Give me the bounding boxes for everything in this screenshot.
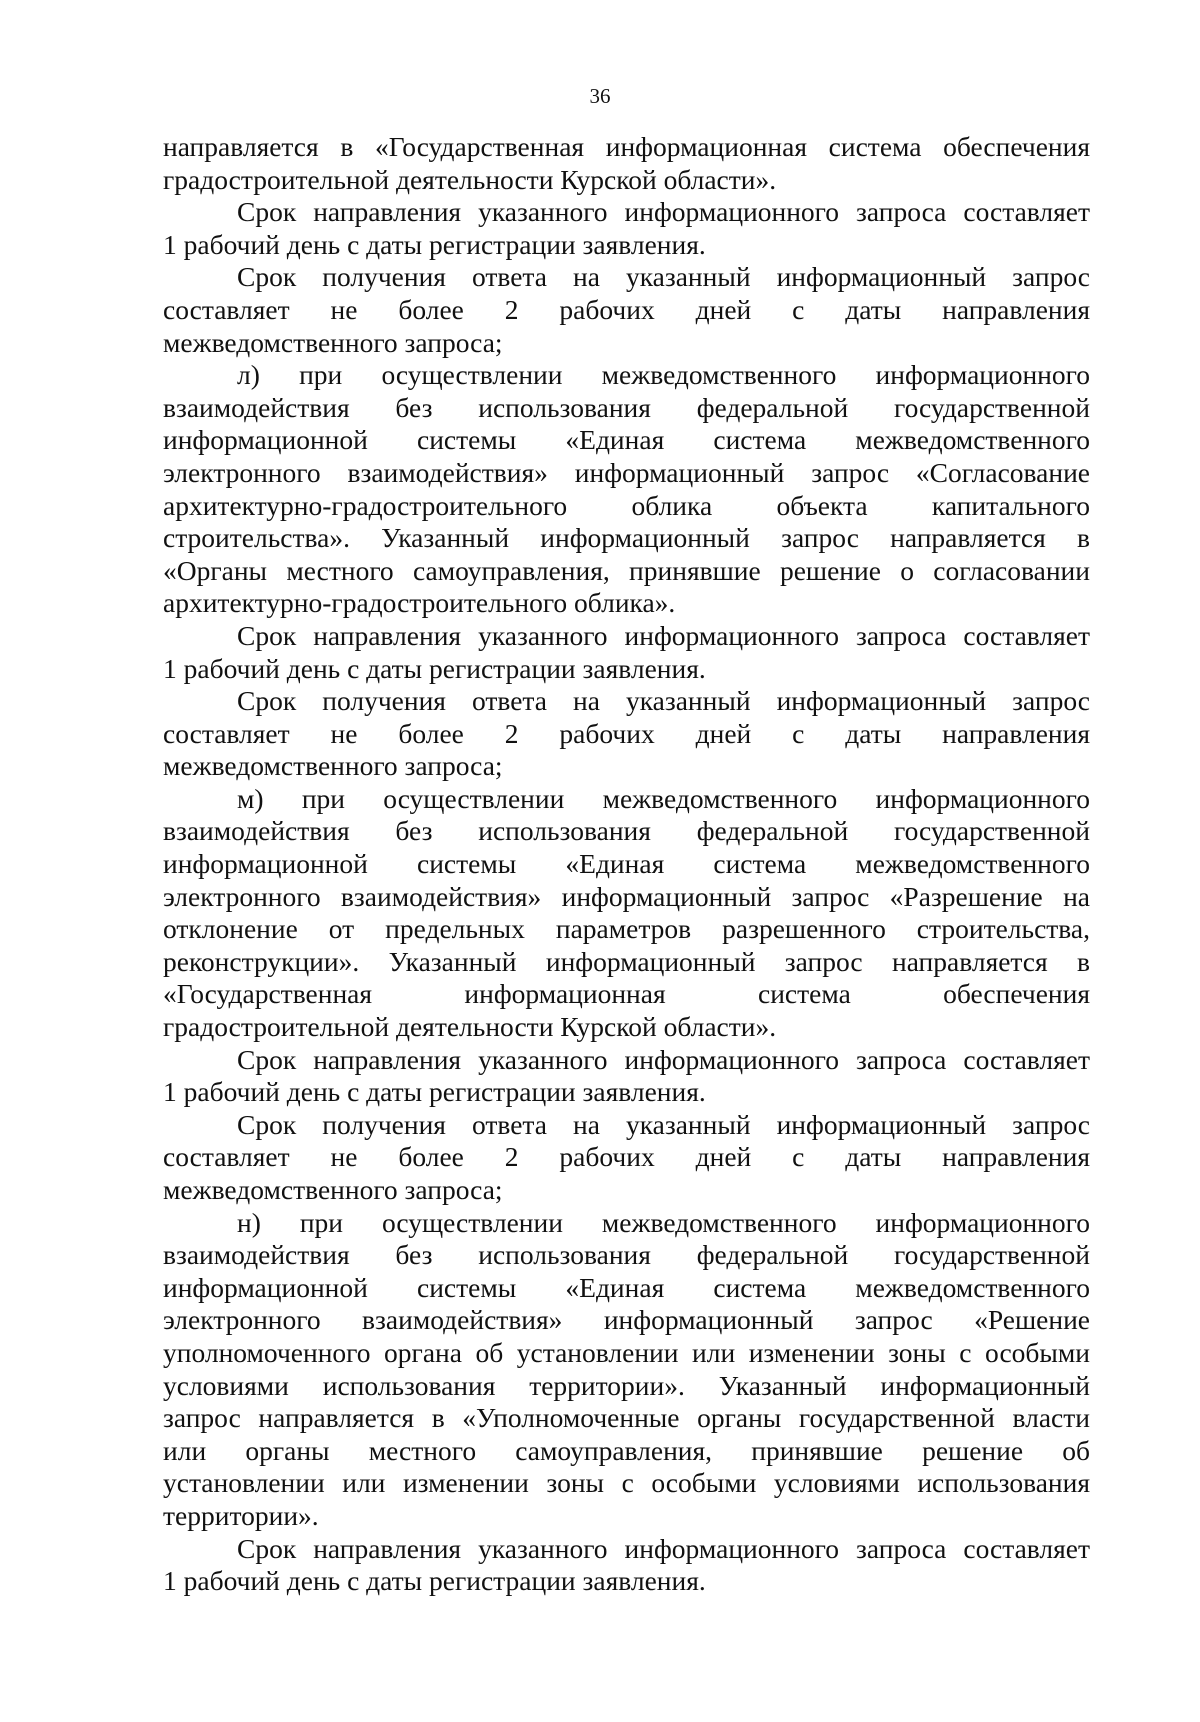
text-line: Срок направления указанного информационного запроса составляет	[237, 619, 1090, 651]
text-line: электронного взаимодействия» информационный запрос «Решение	[163, 1304, 1090, 1336]
text-line: архитектурно-градостроительного облика объекта капитального	[163, 489, 1090, 521]
text-line: электронного взаимодействия» информационный запрос «Согласование	[163, 456, 1090, 488]
text-line: составляет не более 2 рабочих дней с даты направления	[163, 1141, 1090, 1173]
text-line: межведомственного запроса;	[163, 1174, 503, 1205]
text-line: реконструкции». Указанный информационный запрос направляется в	[163, 945, 1090, 977]
text-line: информационной системы «Единая система межведомственного	[163, 424, 1090, 456]
page-number: 36	[589, 84, 611, 108]
document-body	[163, 131, 1090, 1598]
text-line: «Органы местного самоуправления, принявшие решение о согласовании	[163, 554, 1090, 586]
text-line: условиями использования территории». Указанный информационный	[163, 1369, 1090, 1401]
text-line: уполномоченного органа об установлении или изменении зоны с особыми	[163, 1336, 1090, 1368]
text-line: направляется в «Государственная информационная система обеспечения	[163, 131, 1090, 162]
text-line: «Государственная информационная система обеспечения	[163, 978, 1090, 1010]
text-line: градостроительной деятельности Курской области».	[163, 163, 777, 195]
text-line: установлении или изменении зоны с особыми условиями использования	[163, 1467, 1090, 1499]
text-line: м) при осуществлении межведомственного информационного	[237, 782, 1090, 814]
text-line: информационной системы «Единая система межведомственного	[163, 1271, 1090, 1303]
text-line: Срок получения ответа на указанный информационный запрос	[237, 1108, 1090, 1140]
text-line: 1 рабочий день с даты регистрации заявления.	[163, 1565, 706, 1597]
text-line: составляет не более 2 рабочих дней с даты направления	[163, 293, 1090, 325]
text-line: электронного взаимодействия» информационный запрос «Разрешение на	[163, 880, 1090, 912]
text-line: 1 рабочий день с даты регистрации заявления.	[163, 228, 706, 260]
text-line: Срок направления указанного информационного запроса составляет	[237, 1532, 1090, 1564]
text-line: взаимодействия без использования федеральной государственной	[163, 1239, 1090, 1271]
text-line: отклонение от предельных параметров разрешенного строительства,	[163, 913, 1090, 945]
text-line: составляет не более 2 рабочих дней с даты направления	[163, 717, 1090, 749]
text-line: информационной системы «Единая система межведомственного	[163, 848, 1090, 880]
text-line: Срок направления указанного информационного запроса составляет	[237, 1043, 1090, 1075]
text-line: строительства». Указанный информационный запрос направляется в	[163, 522, 1090, 554]
text-line: архитектурно-градостроительного облика».	[163, 587, 676, 619]
text-line: Срок получения ответа на указанный информационный запрос	[237, 685, 1090, 717]
text-line: л) при осуществлении межведомственного информационного	[237, 359, 1090, 391]
text-line: или органы местного самоуправления, принявшие решение об	[163, 1434, 1090, 1466]
text-line: Срок получения ответа на указанный информационный запрос	[237, 261, 1090, 293]
text-line: н) при осуществлении межведомственного информационного	[237, 1206, 1090, 1238]
text-line: запрос направляется в «Уполномоченные органы государственной власти	[163, 1402, 1090, 1434]
text-line: 1 рабочий день с даты регистрации заявления.	[163, 1076, 706, 1108]
text-line: взаимодействия без использования федеральной государственной	[163, 815, 1090, 847]
text-line: межведомственного запроса;	[163, 750, 503, 782]
text-line: территории».	[163, 1499, 319, 1531]
text-line: градостроительной деятельности Курской области».	[163, 1011, 777, 1043]
text-line: межведомственного запроса;	[163, 326, 503, 358]
text-line: 1 рабочий день с даты регистрации заявления.	[163, 652, 706, 684]
text-line: взаимодействия без использования федеральной государственной	[163, 391, 1090, 423]
text-line: Срок направления указанного информационного запроса составляет	[237, 196, 1090, 228]
